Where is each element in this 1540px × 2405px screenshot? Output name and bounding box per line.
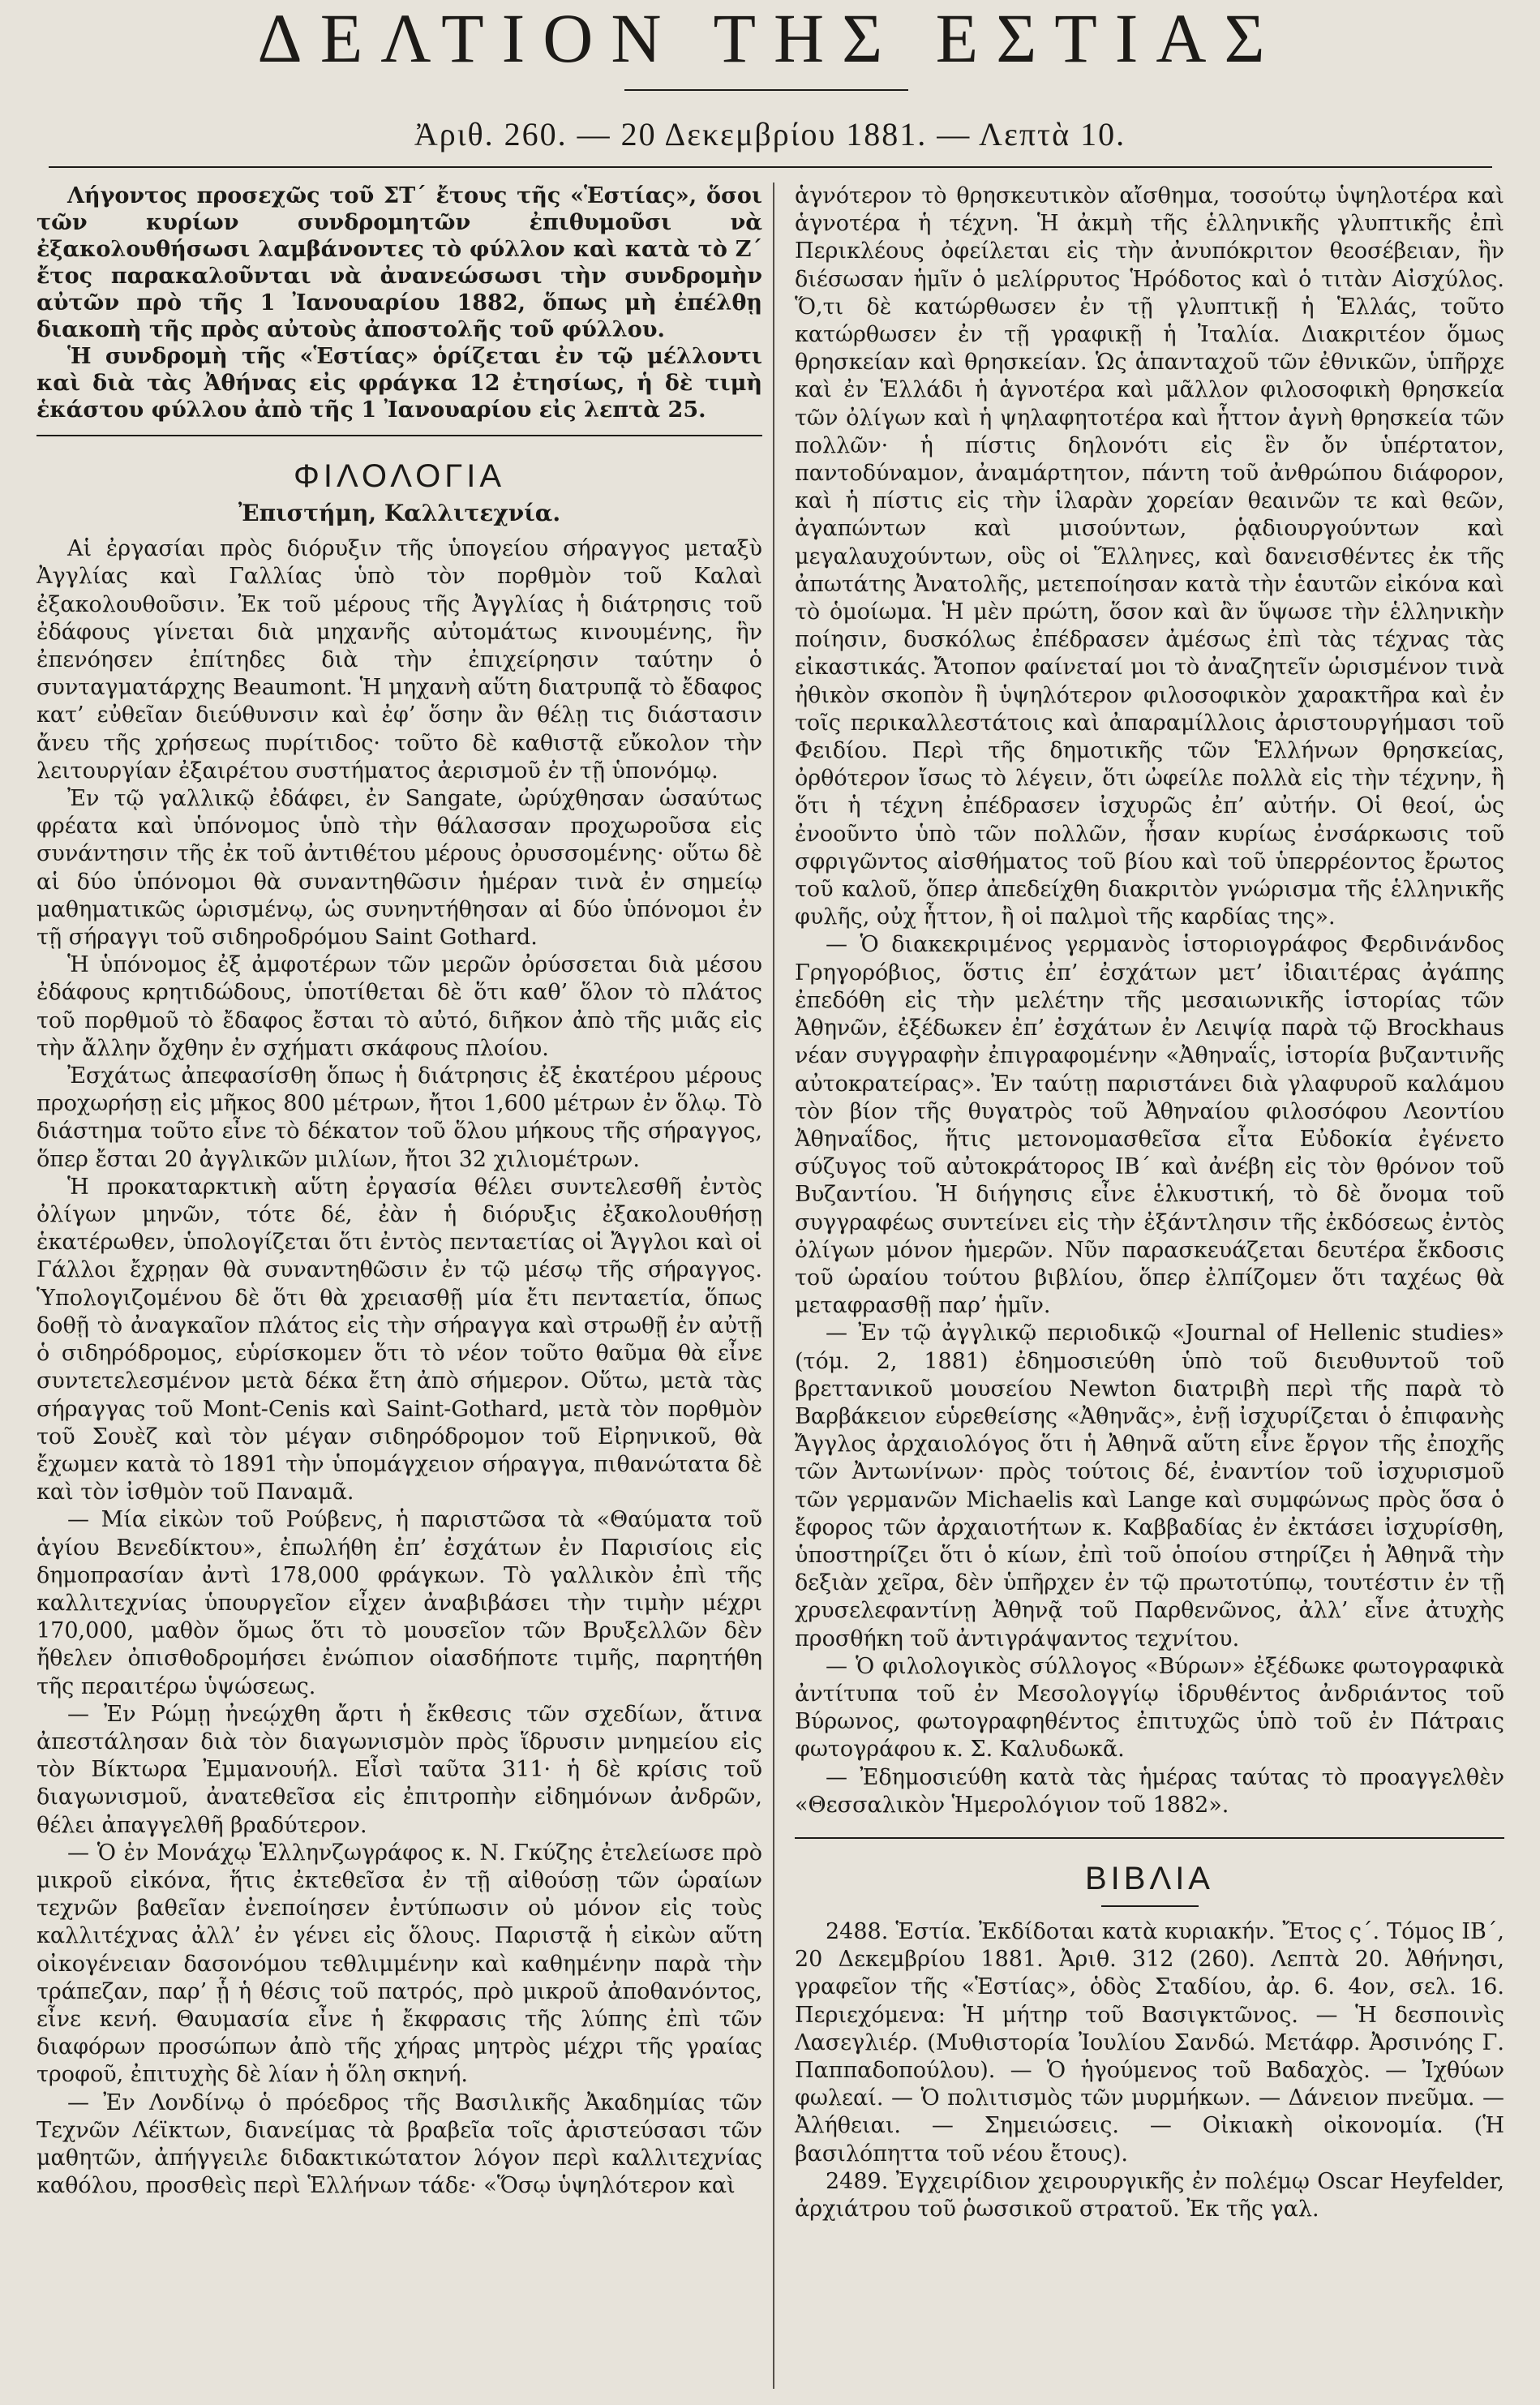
section-rule <box>36 435 762 436</box>
book-entry: 2489. Ἐγχειρίδιον χειρουργικῆς ἐν πολέμῳ Oscar Heyfelder, ἀρχιάτρου τοῦ ῥωσσικοῦ στρατοῦ. Ἐκ τῆς γαλ. <box>795 2168 1504 2222</box>
article-paragraph: Ἐσχάτως ἀπεφασίσθη ὅπως ἡ διάτρησις ἐξ ἑκατέρου μέρους προχωρήσῃ εἰς μῆκος 800 μέτρων, ἤτοι 1,600 μέτρων ἐν ὅλῳ. Τὸ διάστημα τοῦτο εἶνε τὸ δέκατον τοῦ ὅλου μήκους τῆς σήραγγος, ὅπερ ἔσται 20 ἀγγλικῶν μιλίων, ἤτοι 32 χιλιομέτρων. <box>36 1063 762 1172</box>
subscription-notice <box>36 183 762 423</box>
article-paragraph: — Ἐν τῷ ἀγγλικῷ περιοδικῷ «Journal of Hellenic studies» (τόμ. 2, 1881) ἐδημοσιεύθη ὑπὸ τοῦ διευθυντοῦ τοῦ βρεττανικοῦ μουσείου Newton διατριβὴ περὶ τῆς παρὰ τὸ Βαρβάκειον εὑρεθείσης «Ἀθηνᾶς», ἐνῇ ἰσχυρίζεται ὁ ἐπιφανὴς Ἄγγλος ἀρχαιολόγος ὅτι ἡ Ἀθηνᾶ αὕτη εἶνε ἔργον τῆς ἐποχῆς τῶν Ἀντωνίνων· πρὸς τούτοις δέ, ἐναντίον τοῦ ἰσχυρισμοῦ τῶν γερμανῶν Michaelis καὶ Lange καὶ συμφώνως πρὸς ὅσα ὁ ἔφορος τῶν ἀρχαιοτήτων κ. Καββαδίας ἐν ἐκτάσει ἰσχυρίσθη, ὑποστηρίζει ὅτι ὁ κίων, ἐπὶ τοῦ ὁποίου στηρίζει ἡ Ἀθηνᾶ τὴν δεξιὰν χεῖρα, δὲν ὑπῆρχεν ἐν τῷ πρωτοτύπῳ, τουτέστιν ἐν τῇ χρυσελεφαντίνῃ Ἀθηνᾷ τοῦ Παρθενῶνος, ἀλλ’ εἶνε ἀτυχὴς προσθήκη τοῦ ἀντιγράψαντος τεχνίτου. <box>795 1321 1504 1651</box>
notice-paragraph: Ἡ συνδρομὴ τῆς «Ἑστίας» ὁρίζεται ἐν τῷ μέλλοντι καὶ διὰ τὰς Ἀθήνας εἰς φράγκα 12 ἐτησίως, ἡ δὲ τιμὴ ἑκάστου φύλλου ἀπὸ τῆς 1 Ἰανουαρίου εἰς λεπτὰ 25. <box>36 344 762 423</box>
article-paragraph: Ἐν τῷ γαλλικῷ ἐδάφει, ἐν Sangate, ὠρύχθησαν ὡσαύτως φρέατα καὶ ὑπόνομος ὑπὸ τὴν θάλασσαν προχωροῦσα εἰς συνάντησιν τῆς ἐκ τοῦ ἀντιθέτου μέρους ὀρυσσομένης· οὕτω δὲ αἱ δύο ὑπόνομοι θὰ συναντηθῶσιν ἡμέραν τινὰ ἐν σημείῳ μαθηματικῶς ὡρισμένῳ, ὡς συνηντήθησαν αἱ δύο ὑπόνομοι ἐν τῇ σήραγγι τοῦ σιδηροδρόμου Saint Gothard. <box>36 786 762 951</box>
header-rule <box>49 166 1492 168</box>
masthead-rule <box>624 89 908 91</box>
article-paragraph: — Ἐν Ρώμῃ ἠνεῴχθη ἄρτι ἡ ἔκθεσις τῶν σχεδίων, ἅτινα ἀπεστάλησαν διὰ τὸν διαγωνισμὸν πρὸς ἵδρυσιν μνημείου εἰς τὸν Βίκτωρα Ἐμμανουήλ. Εἶσὶ ταῦτα 311· ἡ δὲ κρίσις τοῦ διαγωνισμοῦ, ἀνατεθεῖσα εἰς ἐπιτροπὴν εἰδημόνων ἀνδρῶν, θέλει ἀπαγγελθῆ βραδύτερον. <box>36 1701 762 1838</box>
article-paragraph: Αἱ ἐργασίαι πρὸς διόρυξιν τῆς ὑπογείου σήραγγος μεταξὺ Ἀγγλίας καὶ Γαλλίας ὑπὸ τὸν πορθμὸν τοῦ Καλαὶ ἐξακολουθοῦσιν. Ἐκ τοῦ μέρους τῆς Ἀγγλίας ἡ διάτρησις τοῦ ἐδάφους γίνεται διὰ μηχανῆς αὐτομάτως κινουμένης, ἣν ἐπενόησεν ἐπίτηδες διὰ τὴν ἐπιχείρησιν ταύτην ὁ συνταγματάρχης Beaumont. Ἡ μηχανὴ αὕτη διατρυπᾷ τὸ ἔδαφος κατ’ εὐθεῖαν διεύθυνσιν καὶ ἐφ’ ὅσην ἂν θέλῃ τις διάστασιν ἄνευ τῆς χρήσεως πυρίτιδος· τοῦτο δὲ καθιστᾷ εὔκολον τὴν λειτουργίαν ἐξαιρέτου συστήματος ἀερισμοῦ ἐν τῇ ὑπονόμῳ. <box>36 536 762 784</box>
article-paragraph: — Μία εἰκὼν τοῦ Ρούβενς, ἡ παριστῶσα τὰ «Θαύματα τοῦ ἁγίου Βενεδίκτου», ἐπωλήθη ἐπ’ ἐσχάτων ἐν Παρισίοις εἰς δημοπρασίαν ἀντὶ 178,000 φράγκων. Τὸ γαλλικὸν ἐπὶ τῆς καλλιτεχνίας ὑπουργεῖον εἶχεν ἀναβιβάσει τὴν τιμὴν μέχρι 170,000, μαθὸν ὅμως ὅτι τὸ μουσεῖον τῶν Βρυξελλῶν δὲν ἤθελεν ὀπισθοδρομήσει ἐνώπιον οἱασδήποτε τιμῆς, παρητήθη τῆς περαιτέρω ὑψώσεως. <box>36 1507 762 1699</box>
section-subtitle: Ἐπιστήμη, Καλλιτεχνία. <box>238 500 561 526</box>
column-divider <box>773 183 774 2389</box>
article-paragraph: — Ἐν Λονδίνῳ ὁ πρόεδρος τῆς Βασιλικῆς Ἀκαδημίας τῶν Τεχνῶν Λέϊκτων, διανείμας τὰ βραβεῖα τοῖς ἀριστεύσασι τῶν μαθητῶν, ἀπήγγειλε διδακτικώτατον λόγον περὶ καλλιτεχνίας καθόλου, προσθεὶς περὶ Ἑλλήνων τάδε· «Ὅσῳ ὑψηλότερον καὶ <box>36 2089 762 2199</box>
article-paragraph: — Ὁ ἐν Μονάχῳ Ἑλληνζωγράφος κ. Ν. Γκύζης ἐτελείωσε πρὸ μικροῦ εἰκόνα, ἥτις ἐκτεθεῖσα ἐν τῇ αἰθούσῃ τῶν ὡραίων τεχνῶν βαθεῖαν ἐνεποίησεν ἐντύπωσιν οὐ μόνον εἰς τοὺς καλλιτέχνας ἀλλ’ ἐν γένει εἰς ὅλους. Παριστᾷ ἡ εἰκὼν αὕτη οἰκογένειαν δασονόμου τεθλιμμένην καὶ καθημένην παρὰ τὴν τράπεζαν, παρ’ ᾗ ἡ θέσις τοῦ πατρός, πρὸ μικροῦ ἀποθανόντος, εἶνε κενή. Θαυμασία εἶνε ἡ ἔκφρασις τῆς λύπης ἐπὶ τῶν διαφόρων προσώπων ἀπὸ τῆς χήρας μητρὸς μέχρι τῆς γραίας τροφοῦ, ἐπιτυχὴς δὲ λίαν ἡ ὅλη σκηνή. <box>36 1840 762 2088</box>
section-rule <box>795 1837 1504 1839</box>
section-rule-short <box>1101 1905 1199 1907</box>
article-paragraph: — Ὁ φιλολογικὸς σύλλογος «Βύρων» ἐξέδωκε φωτογραφικὰ ἀντίτυπα τοῦ ἐν Μεσολογγίῳ ἱδρυθέντος ἀνδριάντος τοῦ Βύρωνος, φωτογραφηθέντος ἐπιτυχῶς ὑπὸ τοῦ ἐν Πάτραις φωτογράφου κ. Σ. Καλυδωκᾶ. <box>795 1653 1504 1763</box>
book-entry: 2488. Ἑστία. Ἐκδίδοται κατὰ κυριακήν. Ἔτος ς´. Τόμος ΙΒ´, 20 Δεκεμβρίου 1881. Ἀριθ. 312 (260). Λεπτὰ 20. Ἀθήνησι, γραφεῖον τῆς «Ἑστίας», ὁδὸς Σταδίου, ἀρ. 6. 4ον, σελ. 16. Περιεχόμενα: Ἡ μήτηρ τοῦ Βασιγκτῶνος. — Ἡ δεσποινὶς Λασεγλιέρ. (Μυθιστορία Ἰουλίου Σανδώ. Μετάφρ. Ἀρσινόης Γ. Παππαδοπούλου). — Ὁ ἡγούμενος τοῦ Βαδαχὸς. — Ἰχθύων φωλεαί. — Ὁ πολιτισμὸς τῶν μυρμήκων. — Δάνειον πνεῦμα. — Ἀλήθειαι. — Σημειώσεις. — Οἰκιακὴ οἰκονομία. (Ἡ βασιλόπηττα τοῦ νέου ἔτους). <box>795 1918 1504 2167</box>
issue-line: Ἀριθ. 260. — 20 Δεκεμβρίου 1881. — Λεπτὰ 10. <box>414 116 1126 152</box>
article-paragraph: Ἡ ὑπόνομος ἐξ ἀμφοτέρων τῶν μερῶν ὀρύσσεται διὰ μέσου ἐδάφους κρητιδώδους, ὑποτίθεται δὲ ὅτι καθ’ ὅλον τὸ πλάτος τοῦ πορθμοῦ τὸ ἔδαφος ἔσται τὸ αὐτό, διῆκον ἀπὸ τῆς μιᾶς εἰς τὴν ἄλλην ὄχθην ἐν σχήματι σκάφους πλοίου. <box>36 952 762 1061</box>
left-column <box>36 183 762 2200</box>
article-paragraph: Ἡ προκαταρκτικὴ αὕτη ἐργασία θέλει συντελεσθῆ ἐντὸς ὀλίγων μηνῶν, τότε δέ, ἐὰν ἡ διόρυξις ἐξακολουθήσῃ ἑκατέρωθεν, ὑπολογίζεται ὅτι ἐντὸς πενταετίας οἱ Ἄγγλοι καὶ οἱ Γάλλοι ἔχρῃαν θὰ συναντηθῶσιν ἐν τῷ μέσῳ τῆς σήραγγος. Ὑπολογιζομένου δὲ ὅτι θὰ χρειασθῇ μία ἔτι πενταετία, ὅπως δοθῇ τὸ ἀναγκαῖον πλάτος εἰς τὴν σήραγγα καὶ στρωθῇ ἐν αὐτῇ ὁ σιδηρόδρομος, εὑρίσκομεν ὅτι τὸ νέον τοῦτο θαῦμα θὰ εἶνε συντετελεσμένον μετὰ δέκα ἔτη ἀπὸ σήμερον. Οὕτω, μετὰ τὰς σήραγγας τοῦ Mont-Cenis καὶ Saint-Gothard, μετὰ τὸν πορθμὸν τοῦ Σουὲζ καὶ τὸν μέγαν σιδηρόδρομον τοῦ Εἰρηνικοῦ, θὰ ἔχωμεν κατὰ τὸ 1891 τὴν ὑπομάγχειον σήραγγα, πιθανώτατα δὲ καὶ τὸν ἰσθμὸν τοῦ Παναμᾶ. <box>36 1174 762 1505</box>
section-title-philology: ΦΙΛΟΛΟΓΙΑ <box>293 458 506 494</box>
article-paragraph: — Ὁ διακεκριμένος γερμανὸς ἱστοριογράφος Φερδινάνδος Γρηγορόβιος, ὅστις ἐπ’ ἐσχάτων μετ’ ἰδιαιτέρας ἀγάπης ἐπεδόθη εἰς τὴν μελέτην τῆς μεσαιωνικῆς ἱστορίας τῶν Ἀθηνῶν, ἐξέδωκεν ἐπ’ ἐσχάτων ἐν Λειψίᾳ παρὰ τῷ Brockhaus νέαν συγγραφὴν ἐπιγραφομένην «Ἀθηναΐς, ἱστορία βυζαντινῆς αὐτοκρατείρας». Ἐν ταύτῃ παριστάνει διὰ γλαφυροῦ καλάμου τὸν βίον τῆς θυγατρὸς τοῦ Ἀθηναίου φιλοσόφου Λεοντίου Ἀθηναΐδος, ἥτις μετονομασθεῖσα εἶτα Εὐδοκία ἐγένετο σύζυγος τοῦ αὐτοκράτορος ΙΒ´ καὶ ἀνέβη εἰς τὸν θρόνον τοῦ Βυζαντίου. Ἡ διήγησις εἶνε ἑλκυστική, τὸ δὲ ὄνομα τοῦ συγγραφέως συντείνει εἰς τὴν ἐξάντλησιν τῆς ἐκδόσεως ἐντὸς ὀλίγων μόνον ἡμερῶν. Νῦν παρασκευάζεται δευτέρα ἔκδοσις τοῦ ὡραίου τούτου βιβλίου, ὅπερ ἐλπίζομεν ὅτι ταχέως θὰ μεταφρασθῇ παρ’ ἡμῖν. <box>795 932 1504 1319</box>
article-paragraph: — Ἐδημοσιεύθη κατὰ τὰς ἡμέρας ταύτας τὸ προαγγελθὲν «Θεσσαλικὸν Ἡμερολόγιον τοῦ 1882». <box>795 1764 1504 1818</box>
masthead-title: ΔΕΛΤΙΟΝ ΤΗΣ ΕΣΤΙΑΣ <box>257 0 1283 77</box>
article-paragraph: ἁγνότερον τὸ θρησκευτικὸν αἴσθημα, τοσούτῳ ὑψηλοτέρα καὶ ἁγνοτέρα ἡ τέχνη. Ἡ ἀκμὴ τῆς ἑλληνικῆς γλυπτικῆς ἐπὶ Περικλέους ὀφείλεται εἰς τὴν ἀνυπόκριτον θεοσέβειαν, ἣν διέσωσαν ἡμῖν ὁ μελίρρυτος Ἡρόδοτος καὶ ὁ τιτὰν Αἰσχύλος. Ὅ,τι δὲ κατώρθωσεν ἐν τῇ γλυπτικῇ ἡ Ἑλλάς, τοῦτο κατώρθωσεν ἐν τῇ γραφικῇ ἡ Ἰταλία. Διακριτέον ὅμως θρησκείαν καὶ θρησκείαν. Ὡς ἁπανταχοῦ τῶν ἐθνικῶν, ὑπῆρχε καὶ ἐν Ἑλλάδι ἡ ἁγνοτέρα καὶ μᾶλλον φιλοσοφικὴ θρησκεία τῶν ὀλίγων καὶ ἡ ψηλαφητοτέρα καὶ ἧττον ἁγνὴ θρησκεία τῶν πολλῶν· ἡ πίστις δηλονότι εἰς ἓν ὄν ὑπέρτατον, παντοδύναμον, ἀναμάρτητον, πάντη τοῦ ἀνθρώπου διάφορον, καὶ ἡ πίστις εἰς τὴν ἱλαρὰν χορείαν θεαινῶν τε καὶ θεῶν, ἀγαπώντων καὶ μισούντων, ῥᾳδιουργούντων καὶ μεγαλαυχούντων, οὓς οἱ Ἕλληνες, καὶ δανεισθέντες ἐκ τῆς ἀπωτάτης Ἀνατολῆς, μετεποίησαν κατὰ τὴν ἑαυτῶν εἰκόνα καὶ τὸ ὁμοίωμα. Ἡ μὲν πρώτη, ὅσον καὶ ἂν ὕψωσε τὴν ἑλληνικὴν ποίησιν, δυσκόλως ἐπέδρασεν ἀμέσως ἐπὶ τὰς τέχνας τὰς εἰκαστικάς. Ἄτοπον φαίνεταί μοι τὸ ἀναζητεῖν ὡρισμένον τινὰ ἠθικὸν σκοπὸν ἢ ὑψηλότερον φιλοσοφικὸν χαρακτῆρα καὶ ἐν τοῖς περικαλλεστάτοις καὶ ἀπαραμίλλοις ἀριστουργήμασι τοῦ Φειδίου. Περὶ τῆς δημοτικῆς τῶν Ἑλλήνων θρησκείας, ὀρθότερον ἴσως τὸ λέγειν, ὅτι ὠφείλε πολλὰ εἰς τὴν τέχνην, ἢ ὅτι ἡ τέχνη ἐπέδρασεν ἰσχυρῶς ἐπ’ αὐτήν. Οἱ θεοί, ὡς ἐνοοῦντο ὑπὸ τῶν πολλῶν, ἦσαν κυρίως ἐνσάρκωσις τοῦ σφριγῶντος αἰσθήματος τοῦ βίου καὶ τοῦ ὑπερρέοντος ἔρωτος τοῦ καλοῦ, ὅπερ ἀπεδείχθη διακριτὸν γνώρισμα τῆς ἑλληνικῆς φυλῆς, οὐχ ἧττον, ἢ οἱ παλμοὶ τῆς καρδίας της». <box>795 183 1504 930</box>
section-title-books: ΒΙΒΛΙΑ <box>1085 1860 1214 1896</box>
right-column <box>795 183 1504 2223</box>
notice-paragraph: Λήγοντος προσεχῶς τοῦ ΣΤ´ ἔτους τῆς «Ἑστίας», ὅσοι τῶν κυρίων συνδρομητῶν ἐπιθυμοῦσι νὰ ἐξακολουθήσωσι λαμβάνοντες τὸ φύλλον καὶ κατὰ τὸ Ζ´ ἔτος παρακαλοῦνται νὰ ἀνανεώσωσι τὴν συνδρομὴν αὐτῶν πρὸ τῆς 1 Ἰανουαρίου 1882, ὅπως μὴ ἐπέλθῃ διακοπὴ τῆς πρὸς αὐτοὺς ἀποστολῆς τοῦ φύλλου. <box>36 183 762 342</box>
